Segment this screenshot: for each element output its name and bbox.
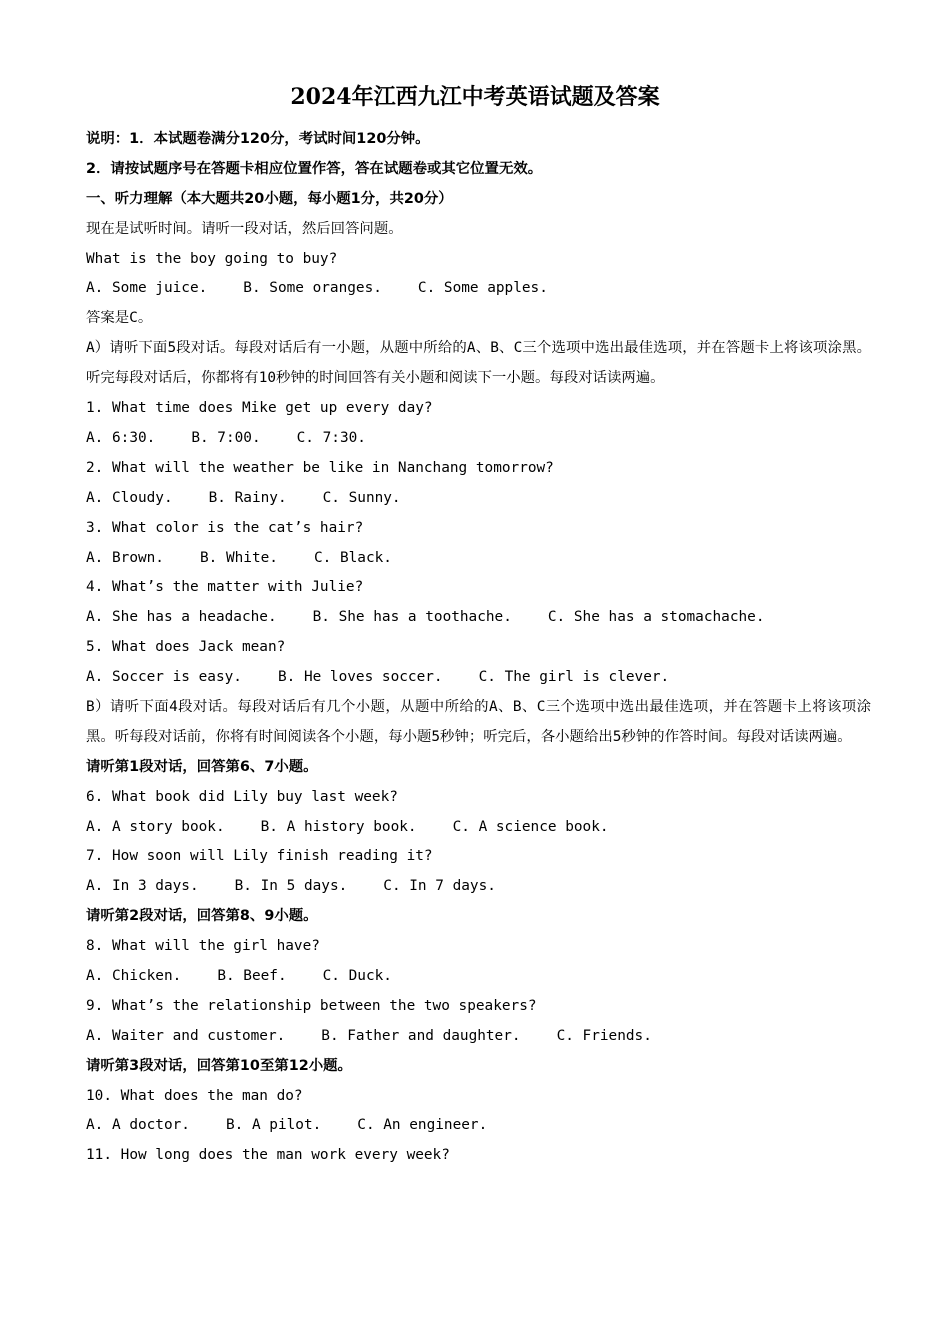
trial-answer: 答案是C。 <box>86 310 153 327</box>
option: A. Waiter and customer. <box>86 1027 286 1044</box>
question-text: 5. What does Jack mean? <box>86 639 286 656</box>
question-options <box>86 603 871 633</box>
question-text: 6. What book did Lily buy last week? <box>86 788 398 805</box>
option: C. The girl is clever. <box>478 669 670 686</box>
option: A. Some juice. <box>86 280 208 297</box>
document-title: 2024年江西九江中考英语试题及答案 <box>290 84 660 110</box>
dialogue-1-heading: 请听第1段对话，回答第6、7小题。 <box>86 758 318 775</box>
question-text: 3. What color is the cat’s hair? <box>86 519 364 536</box>
option: A. Soccer is easy. <box>86 669 242 686</box>
question-options <box>86 544 871 574</box>
question-options <box>86 484 871 514</box>
option: B. A pilot. <box>225 1117 322 1134</box>
question-text: 8. What will the girl have? <box>86 938 320 955</box>
part-b-instructions: B）请听下面4段对话。每段对话后有几个小题，从题中所给的A、B、C三个选项中选出最佳选项，并在答题卡上将该项涂黑。听每段对话前，你将有时间阅读各个小题，每小题5秒钟；听完后，各小题给出5秒钟的作答时间。每段对话读两遍。 <box>86 698 871 745</box>
note-1: 说明：1．本试题卷满分120分，考试时间120分钟。 <box>86 131 430 147</box>
option: B. She has a toothache. <box>312 609 512 626</box>
trial-options <box>86 274 871 304</box>
option: C. Black. <box>313 549 392 566</box>
question-options <box>86 813 871 843</box>
option: C. 7:30. <box>296 429 366 446</box>
trial-intro: 现在是试听时间。请听一段对话，然后回答问题。 <box>86 220 403 237</box>
trial-question: What is the boy going to buy? <box>86 250 338 267</box>
option: A. Cloudy. <box>86 489 173 506</box>
part-a-instructions: A）请听下面5段对话。每段对话后有一小题，从题中所给的A、B、C三个选项中选出最佳选项，并在答题卡上将该项涂黑。听完每段对话后，你都将有10秒钟的时间回答有关小题和阅读下一小题。每段对话读两遍。 <box>86 340 871 387</box>
option: C. Some apples. <box>417 280 548 297</box>
option: B. In 5 days. <box>234 878 348 895</box>
question-text: 1. What time does Mike get up every day? <box>86 400 433 417</box>
option: A. 6:30. <box>86 429 156 446</box>
option: B. 7:00. <box>191 429 261 446</box>
option: A. She has a headache. <box>86 609 277 626</box>
question-text: 7. How soon will Lily finish reading it? <box>86 848 433 865</box>
note-2: 2．请按试题序号在答题卡相应位置作答，答在试题卷或其它位置无效。 <box>86 160 543 177</box>
document-body <box>86 125 871 1171</box>
option: B. A history book. <box>260 818 417 835</box>
option: C. An engineer. <box>357 1117 488 1134</box>
dialogue-3-heading: 请听第3段对话，回答第10至第12小题。 <box>86 1057 352 1074</box>
question-text: 2. What will the weather be like in Nanchang tomorrow? <box>86 459 554 476</box>
question-text: 9. What’s the relationship between the two speakers? <box>86 997 537 1014</box>
dialogue-2-heading: 请听第2段对话，回答第8、9小题。 <box>86 908 318 925</box>
option: A. Chicken. <box>86 968 182 984</box>
option: B. Beef. <box>217 968 287 984</box>
option: B. He loves soccer. <box>277 669 443 686</box>
option: A. In 3 days. <box>86 878 199 895</box>
question-text: 11. How long does the man work every week? <box>86 1147 450 1164</box>
question-options <box>86 962 871 992</box>
option: B. Rainy. <box>208 489 287 506</box>
option: B. Father and daughter. <box>321 1027 521 1044</box>
question-options <box>86 872 871 902</box>
option: B. White. <box>199 549 278 566</box>
question-options <box>86 1022 871 1052</box>
option: A. Brown. <box>86 549 164 566</box>
option: B. Some oranges. <box>243 280 382 297</box>
option: C. Sunny. <box>322 489 401 506</box>
question-options <box>86 1111 871 1141</box>
option: C. Friends. <box>556 1027 652 1044</box>
section-heading: 一、听力理解（本大题共20小题，每小题1分，共20分） <box>86 190 453 207</box>
option: C. She has a stomachache. <box>547 609 765 626</box>
question-text: 4. What’s the matter with Julie? <box>86 579 364 596</box>
option: C. In 7 days. <box>383 878 496 895</box>
question-options <box>86 424 871 454</box>
option: A. A story book. <box>86 818 225 835</box>
option: A. A doctor. <box>86 1117 190 1134</box>
question-text: 10. What does the man do? <box>86 1087 303 1104</box>
option: C. A science book. <box>452 818 609 835</box>
option: C. Duck. <box>322 968 392 984</box>
question-options <box>86 663 871 693</box>
